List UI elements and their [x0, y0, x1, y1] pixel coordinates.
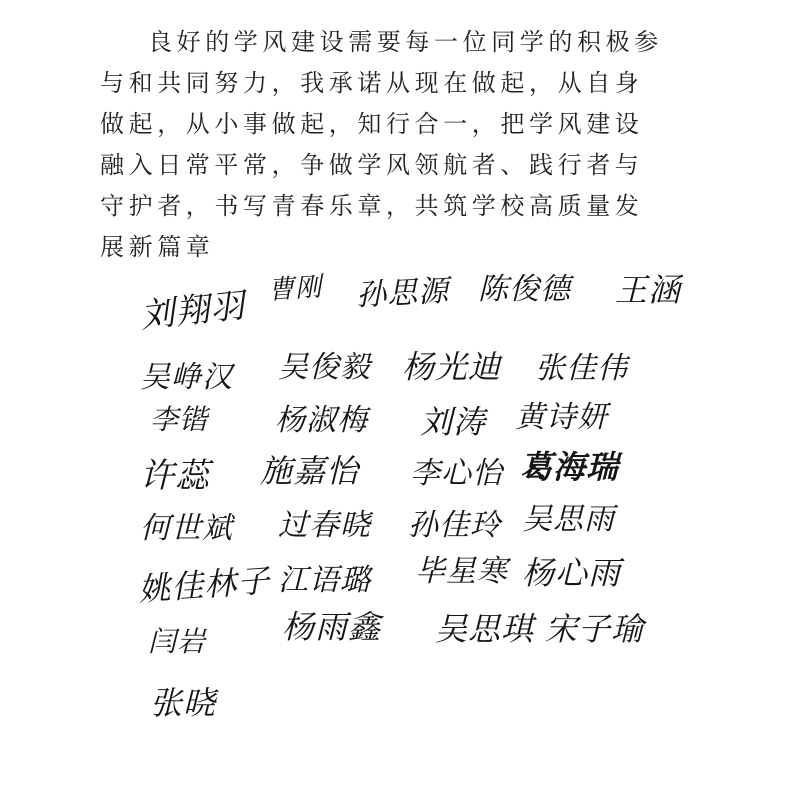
signature: 陈俊德	[478, 272, 571, 307]
signature: 吴思雨	[522, 502, 615, 537]
signature: 张晓	[150, 684, 217, 722]
signature: 何世斌	[140, 511, 233, 546]
signature: 王涵	[615, 271, 682, 309]
signature: 黄诗妍	[515, 400, 608, 435]
signature: 过春晓	[278, 508, 371, 543]
signature: 吴思琪	[435, 610, 535, 648]
signature: 吴峥汉	[140, 360, 233, 395]
signature: 杨淑梅	[275, 403, 368, 438]
signature: 刘涛	[420, 403, 487, 441]
signature: 施嘉怡	[260, 452, 360, 490]
signature: 刘翔羽	[138, 285, 248, 337]
signature: 葛海瑞	[520, 448, 620, 486]
signature: 孙佳玲	[408, 508, 501, 543]
signature: 杨心雨	[522, 554, 622, 592]
signature: 张佳伟	[535, 351, 628, 386]
signature: 李心怡	[410, 456, 503, 491]
signature: 李锴	[150, 403, 209, 436]
signature: 吴俊毅	[278, 350, 371, 385]
pledge-paragraph: 良好的学风建设需要每一位同学的积极参与和共同努力，我承诺从现在做起，从自身做起，从小事做起，知行合一，把学风建设融入日常平常，争做学风领航者、践行者与守护者，书写青春乐章，共筑学校高质量发展新篇章	[100, 28, 663, 261]
signature: 曹刚	[267, 272, 324, 306]
signature: 孙思源	[355, 273, 451, 314]
signature: 杨光迪	[402, 348, 502, 386]
signature: 毕星寒	[415, 554, 508, 589]
signature: 宋子瑜	[545, 610, 645, 648]
signature: 江语璐	[278, 563, 371, 598]
signature: 杨雨鑫	[282, 608, 382, 646]
signature: 姚佳林子	[136, 561, 272, 609]
signature: 许蕊	[140, 456, 210, 496]
signature: 闫岩	[148, 625, 207, 658]
